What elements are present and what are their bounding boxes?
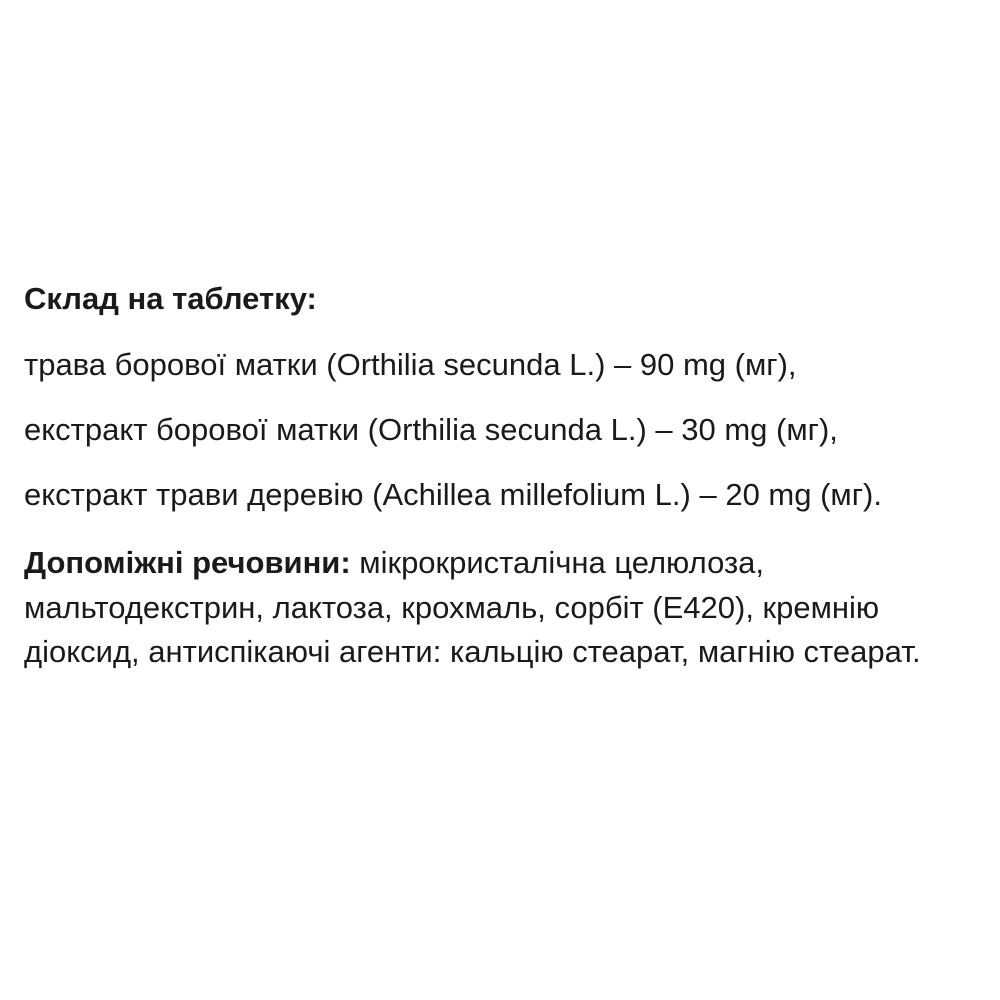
excipients-text: мікрокристалічна целюлоза, мальтодекстрин, лактоза, крохмаль, сорбіт (Е420), кремнію діоксид, антиспікаючі агенти: кальцію стеарат, магнію стеарат. bbox=[24, 545, 921, 669]
ingredient-item: трава борової матки (Orthilia secunda L.) – 90 mg (мг), bbox=[24, 347, 797, 382]
excipients-paragraph bbox=[24, 541, 994, 675]
composition-heading: Склад на таблетку: bbox=[24, 281, 317, 316]
composition-section bbox=[24, 280, 994, 675]
ingredient-item: екстракт трави деревію (Achillea millefolium L.) – 20 mg (мг). bbox=[24, 477, 882, 512]
ingredient-item: екстракт борової матки (Orthilia secunda L.) – 30 mg (мг), bbox=[24, 412, 838, 447]
excipients-label: Допоміжні речовини: bbox=[24, 545, 351, 580]
ingredient-list bbox=[24, 346, 994, 514]
